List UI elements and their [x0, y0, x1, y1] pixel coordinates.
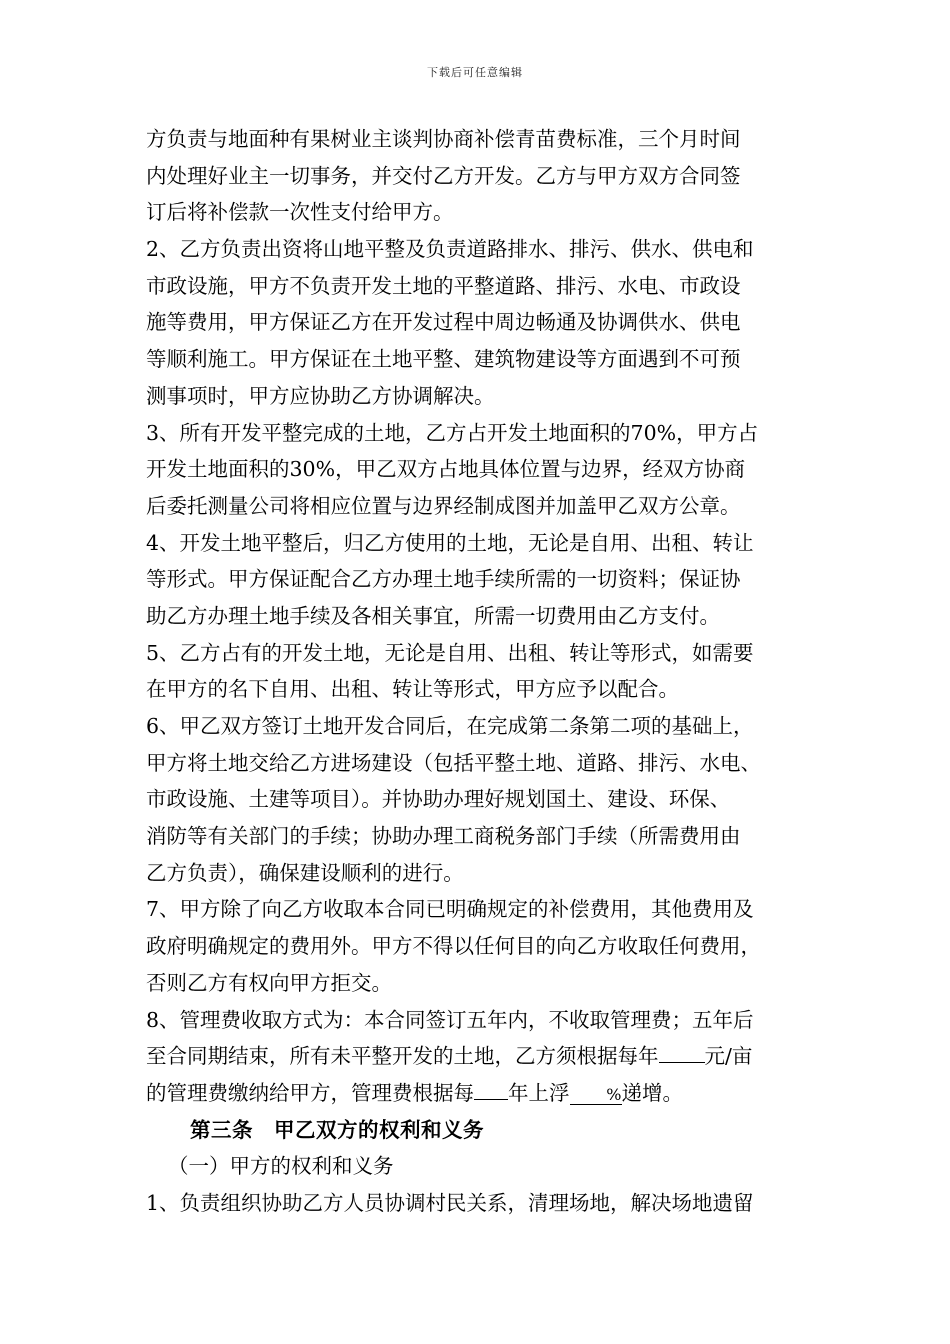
- paragraph-line: 方负责与地面种有果树业主谈判协商补偿青苗费标准，三个月时间: [146, 127, 741, 151]
- fee-rate-text: 至合同期结束，所有未平整开发的土地，乙方须根据每年: [146, 1044, 659, 1069]
- paragraph-line: 在甲方的名下自用、出租、转让等形式，甲方应予以配合。: [146, 677, 679, 702]
- section-subheading: （一）甲方的权利和义务: [168, 1154, 394, 1179]
- paragraph-line: 甲方将土地交给乙方进场建设（包括平整土地、道路、排污、水电、: [146, 750, 761, 775]
- paragraph-line: 开发土地面积的30%，甲乙双方占地具体位置与边界，经双方协商: [146, 457, 746, 482]
- fee-amount-blank[interactable]: [659, 1038, 705, 1063]
- paragraph-line: 7、甲方除了向乙方收取本合同已明确规定的补偿费用，其他费用及: [146, 897, 754, 922]
- paragraph-line: 测事项时，甲方应协助乙方协调解决。: [146, 383, 495, 408]
- fee-rate-unit: 元/亩: [704, 1044, 753, 1069]
- document-body: [146, 121, 826, 1222]
- page-header: 下载后可任意编辑: [427, 66, 523, 79]
- paragraph-line: 内处理好业主一切事务，并交付乙方开发。乙方与甲方双方合同签: [146, 163, 741, 188]
- paragraph-line: 施等费用，甲方保证乙方在开发过程中周边畅通及协调供水、供电: [146, 310, 741, 335]
- paragraph-line: 8、管理费收取方式为：本合同签订五年内，不收取管理费；五年后: [146, 1007, 754, 1032]
- fee-increase-text: 的管理费缴纳给甲方，管理费根据每: [146, 1080, 474, 1105]
- article-heading: 第三条 甲乙双方的权利和义务: [190, 1117, 484, 1142]
- paragraph-line: 3、所有开发平整完成的土地，乙方占开发土地面积的70%，甲方占: [146, 420, 759, 445]
- paragraph-line: 市政设施，甲方不负责开发土地的平整道路、排污、水电、市政设: [146, 273, 741, 298]
- percent-blank[interactable]: %: [570, 1080, 622, 1105]
- paragraph-line: 2、乙方负责出资将山地平整及负责道路排水、排污、供水、供电和: [146, 237, 754, 262]
- fee-increase-text-2: 年上浮: [508, 1080, 570, 1105]
- fee-increase-line: [146, 1075, 826, 1112]
- paragraph-line: 政府明确规定的费用外。甲方不得以任何目的向乙方收取任何费用，: [146, 934, 761, 959]
- paragraph-line: 助乙方办理土地手续及各相关事宜，所需一切费用由乙方支付。: [146, 603, 720, 628]
- years-blank[interactable]: [474, 1075, 508, 1100]
- paragraph-line: 等形式。甲方保证配合乙方办理土地手续所需的一切资料；保证协: [146, 567, 741, 592]
- paragraph-line: 消防等有关部门的手续；协助办理工商税务部门手续（所需费用由: [146, 824, 741, 849]
- paragraph-line: 等顺利施工。甲方保证在土地平整、建筑物建设等方面遇到不可预: [146, 347, 741, 372]
- paragraph-line: 5、乙方占有的开发土地，无论是自用、出租、转让等形式，如需要: [146, 640, 754, 665]
- paragraph-line: 1、负责组织协助乙方人员协调村民关系，清理场地，解决场地遗留: [146, 1190, 754, 1215]
- fee-increase-text-3: 递增。: [621, 1080, 683, 1105]
- paragraph-line: 市政设施、土建等项目）。并协助办理好规划国土、建设、环保、: [146, 787, 731, 812]
- paragraph-line: 订后将补偿款一次性支付给甲方。: [146, 200, 454, 225]
- fee-rate-line: [146, 1038, 826, 1075]
- paragraph-line: 6、甲乙双方签订土地开发合同后，在完成第二条第二项的基础上，: [146, 714, 754, 738]
- paragraph-line: 后委托测量公司将相应位置与边界经制成图并加盖甲乙双方公章。: [146, 493, 741, 518]
- paragraph-line: 乙方负责），确保建设顺利的进行。: [146, 860, 464, 885]
- paragraph-line: 4、开发土地平整后，归乙方使用的土地，无论是自用、出租、转让: [146, 530, 754, 555]
- paragraph-line: 否则乙方有权向甲方拒交。: [146, 970, 392, 995]
